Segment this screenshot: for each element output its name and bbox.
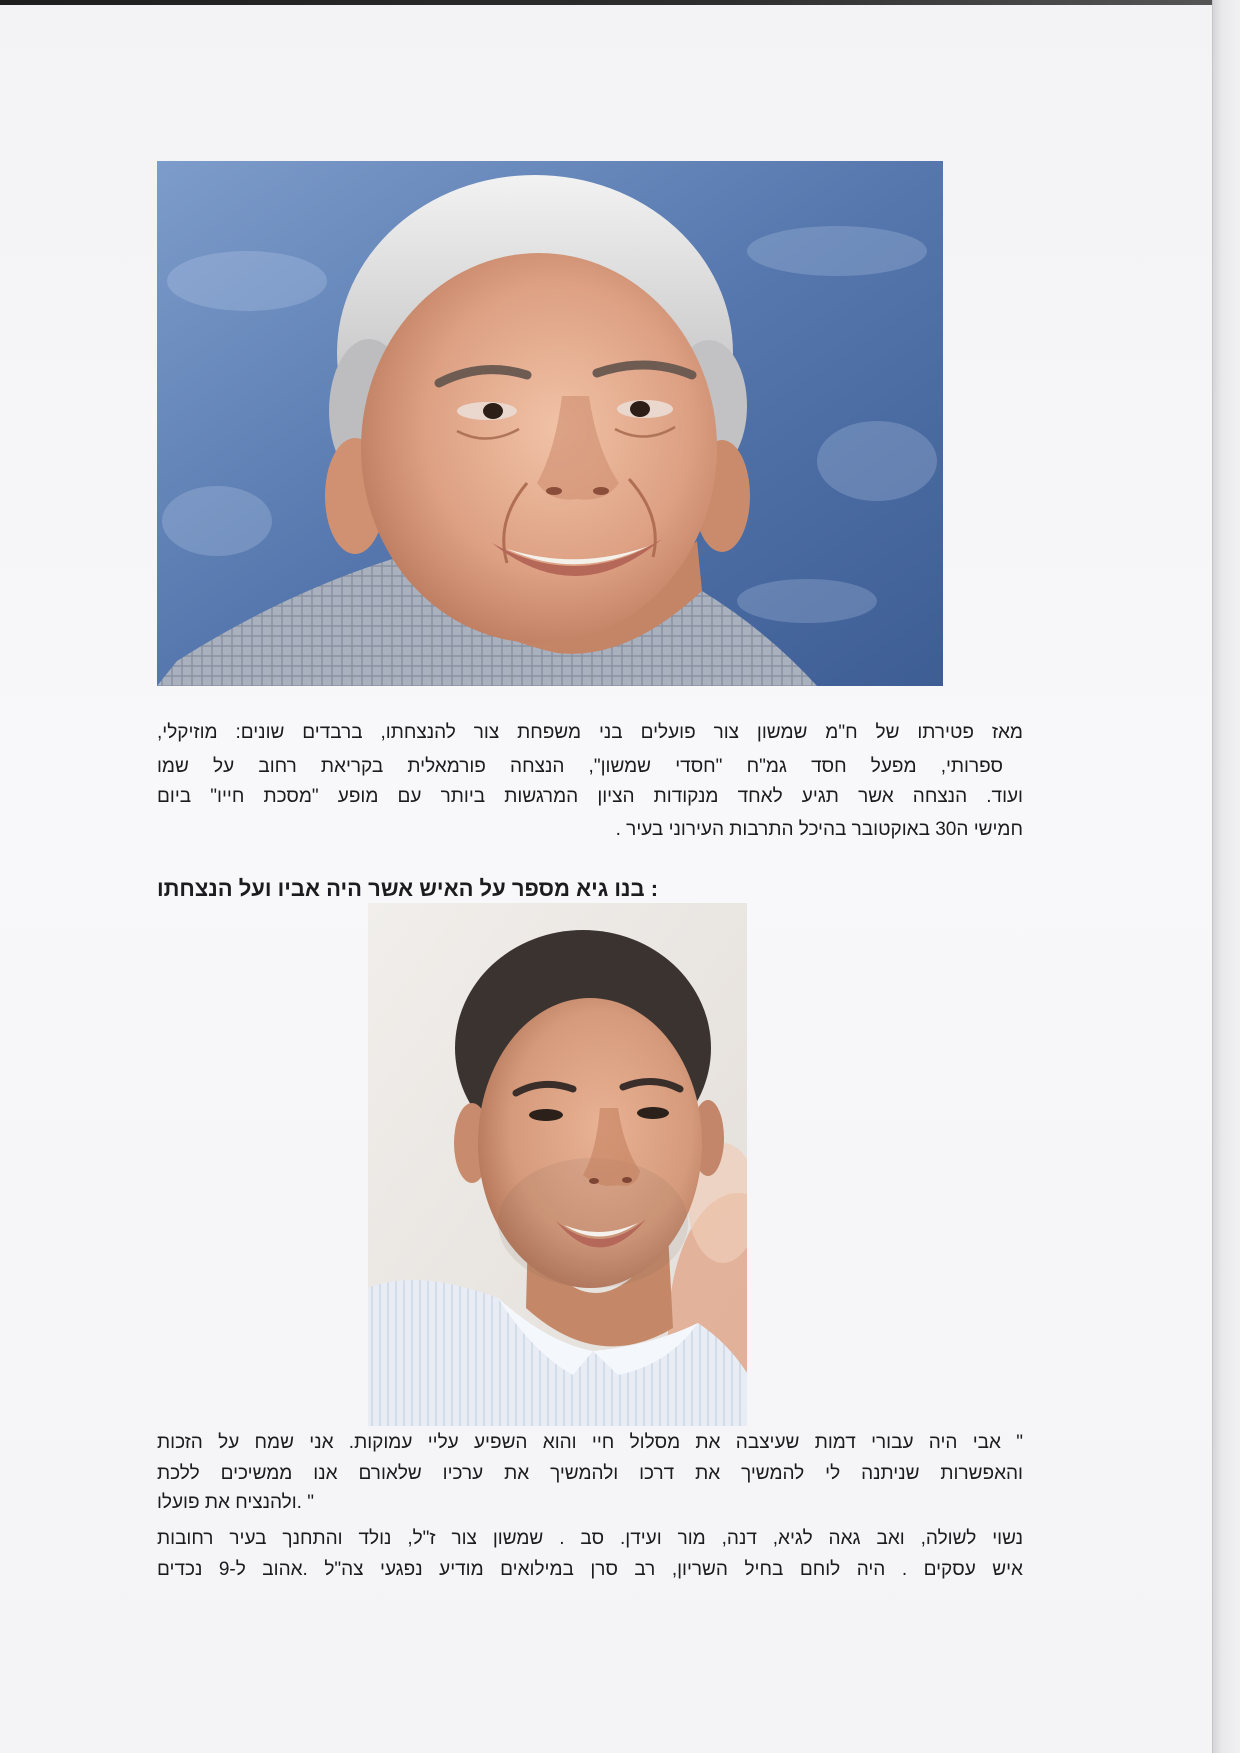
scan-top-edge bbox=[0, 0, 1212, 5]
nostril bbox=[593, 487, 609, 495]
bio-line-1: נשוי לשולה, ואב גאה לגיא, דנה, מור ועידן. סב . שמשון צור ז"ל, נולד והתחנך בעיר רחובות bbox=[157, 1528, 1023, 1549]
quote-line-1: אבי היה עבורי דמות שעיצבה את מסלול חיי והוא השפיע עליי עמוקות. אני שמח על הזכות " bbox=[157, 1432, 1024, 1453]
intro-line-4: חמישי ה30 באוקטובר בהיכל התרבות העירוני בעיר . bbox=[615, 819, 1023, 840]
son-portrait-photo bbox=[368, 903, 747, 1426]
right-eye bbox=[637, 1107, 669, 1119]
father-portrait-photo bbox=[157, 161, 943, 686]
section-heading: בנו גיא מספר על האיש אשר היה אביו ועל הנצחתו : bbox=[157, 876, 659, 901]
nostril bbox=[546, 487, 562, 495]
quote-line-3: ולהנציח את פועלו. " bbox=[157, 1492, 314, 1513]
intro-line-3: ועוד. הנצחה אשר תגיע לאחד מנקודות הציון המרגשות ביותר עם מופע "מסכת חייו" ביום bbox=[157, 786, 1023, 807]
nostril bbox=[589, 1178, 599, 1184]
nostril bbox=[622, 1177, 632, 1183]
scan-right-edge bbox=[1212, 0, 1240, 1753]
left-iris bbox=[483, 403, 503, 419]
bio-line-2: איש עסקים . היה לוחם בחיל השריון, רב סרן במילואים מודיע נפגעי צה"ל .אהוב ל-9 נכדים bbox=[157, 1559, 1023, 1580]
quote-line-2: והאפשרות שניתנה לי להמשיך את דרכו ולהמשיך את ערכיו שלאורם אנו ממשיכים ללכת bbox=[157, 1463, 1023, 1484]
right-iris bbox=[630, 401, 650, 417]
face bbox=[361, 253, 717, 643]
intro-line-1: מאז פטירתו של ח"מ שמשון צור פועלים בני משפחת צור להנצחתו, ברבדים שונים: מוזיקלי, bbox=[157, 722, 1023, 743]
intro-line-2: ספרותי, מפעל חסד גמ"ח "חסדי שמשון", הנצחה פורמאלית בקריאת רחוב על שמו bbox=[157, 756, 1003, 777]
left-eye bbox=[529, 1109, 563, 1121]
